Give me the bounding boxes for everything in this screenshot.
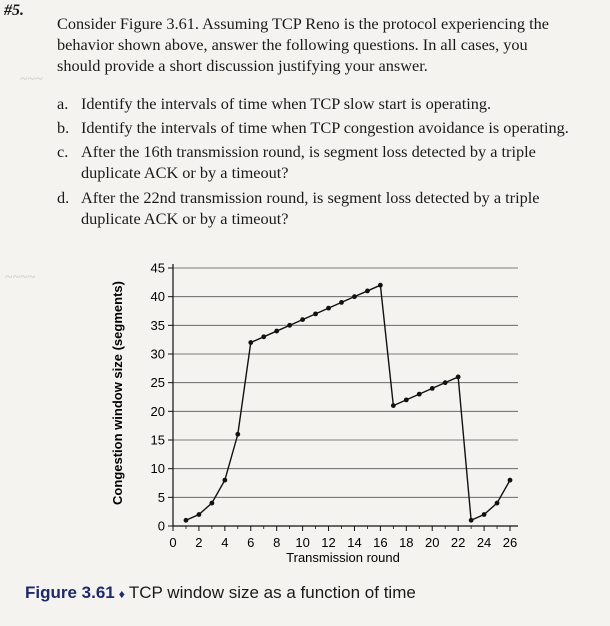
data-point	[417, 392, 422, 397]
y-tick-label: 30	[150, 346, 165, 362]
data-point	[184, 518, 189, 523]
x-tick-label: 22	[450, 535, 466, 550]
problem-number: #5.	[4, 2, 24, 19]
intro-line: Consider Figure 3.61. Assuming TCP Reno is the protocol experiencing the	[57, 14, 550, 33]
tick-labels	[151, 261, 518, 551]
x-tick-label: 8	[273, 535, 281, 550]
x-tick-label: 26	[502, 535, 518, 550]
caption-text: TCP window size as a function of time	[128, 583, 416, 602]
data-point	[235, 432, 240, 437]
series-cwnd	[184, 283, 513, 523]
data-point	[274, 329, 279, 334]
data-point	[209, 501, 214, 506]
bleed-through-texture: ~~~	[20, 72, 43, 87]
x-tick-label: 12	[321, 535, 336, 550]
data-point	[261, 334, 266, 339]
y-tick-label: 35	[150, 317, 165, 333]
data-point	[365, 289, 370, 294]
data-point	[508, 478, 513, 483]
y-tick-label: 20	[150, 403, 165, 419]
x-axis-label: Transmission round	[286, 550, 400, 565]
x-tick-label: 2	[195, 535, 203, 550]
x-tick-label: 14	[347, 535, 362, 550]
data-point	[326, 306, 331, 311]
question-text: Identify the intervals of time when TCP congestion avoidance is operating.	[81, 118, 569, 137]
data-point	[339, 300, 344, 305]
data-point	[197, 512, 202, 517]
x-tick-label: 16	[373, 535, 388, 550]
data-point	[443, 380, 448, 385]
data-point	[313, 311, 318, 316]
figure-label: Figure 3.61	[25, 583, 115, 602]
data-point	[456, 375, 461, 380]
data-point	[404, 397, 409, 402]
question-label: b.	[57, 118, 70, 137]
data-point	[300, 317, 305, 322]
question-line: After the 22nd transmission round, is segment loss detected by a triple	[81, 188, 540, 207]
intro-line: behavior shown above, answer the following questions. In all cases, you	[57, 35, 528, 54]
y-tick-label: 25	[150, 375, 165, 391]
question-label: c.	[57, 142, 69, 161]
data-point	[378, 283, 383, 288]
data-point	[430, 386, 435, 391]
y-tick-label: 15	[150, 432, 165, 448]
data-point	[469, 518, 474, 523]
x-tick-label: 6	[247, 535, 255, 550]
y-axis-label: Congestion window size (segments)	[110, 281, 125, 505]
figure-caption	[25, 583, 416, 603]
x-tick-label: 0	[169, 535, 177, 550]
data-point	[287, 323, 292, 328]
x-tick-label: 4	[221, 535, 229, 550]
x-tick-label: 18	[399, 535, 414, 550]
x-tick-label: 24	[476, 535, 492, 550]
x-tick-label: 10	[295, 535, 310, 550]
bleed-through-texture: ~~~~	[5, 270, 36, 285]
question-text: Identify the intervals of time when TCP slow start is operating.	[81, 94, 492, 113]
data-point	[391, 403, 396, 408]
series-line	[186, 285, 510, 520]
caption-separator-icon: ♦	[118, 587, 125, 601]
y-tick-label: 45	[150, 260, 165, 276]
data-point	[248, 340, 253, 345]
y-tick-label: 40	[150, 289, 165, 305]
data-point	[352, 294, 357, 299]
question-line: After the 16th transmission round, is segment loss detected by a triple	[81, 142, 536, 161]
y-tick-label: 0	[157, 518, 165, 534]
question-label: d.	[57, 188, 70, 207]
question-line: duplicate ACK or by a timeout?	[81, 209, 289, 228]
data-point	[495, 501, 500, 506]
intro-line: should provide a short discussion justifying your answer.	[57, 56, 428, 75]
question-line: duplicate ACK or by a timeout?	[81, 163, 289, 182]
y-tick-label: 5	[157, 489, 165, 505]
y-tick-label: 10	[150, 461, 165, 477]
data-point	[222, 478, 227, 483]
x-tick-label: 20	[424, 535, 440, 550]
question-label: a.	[57, 94, 69, 113]
data-point	[482, 512, 487, 517]
